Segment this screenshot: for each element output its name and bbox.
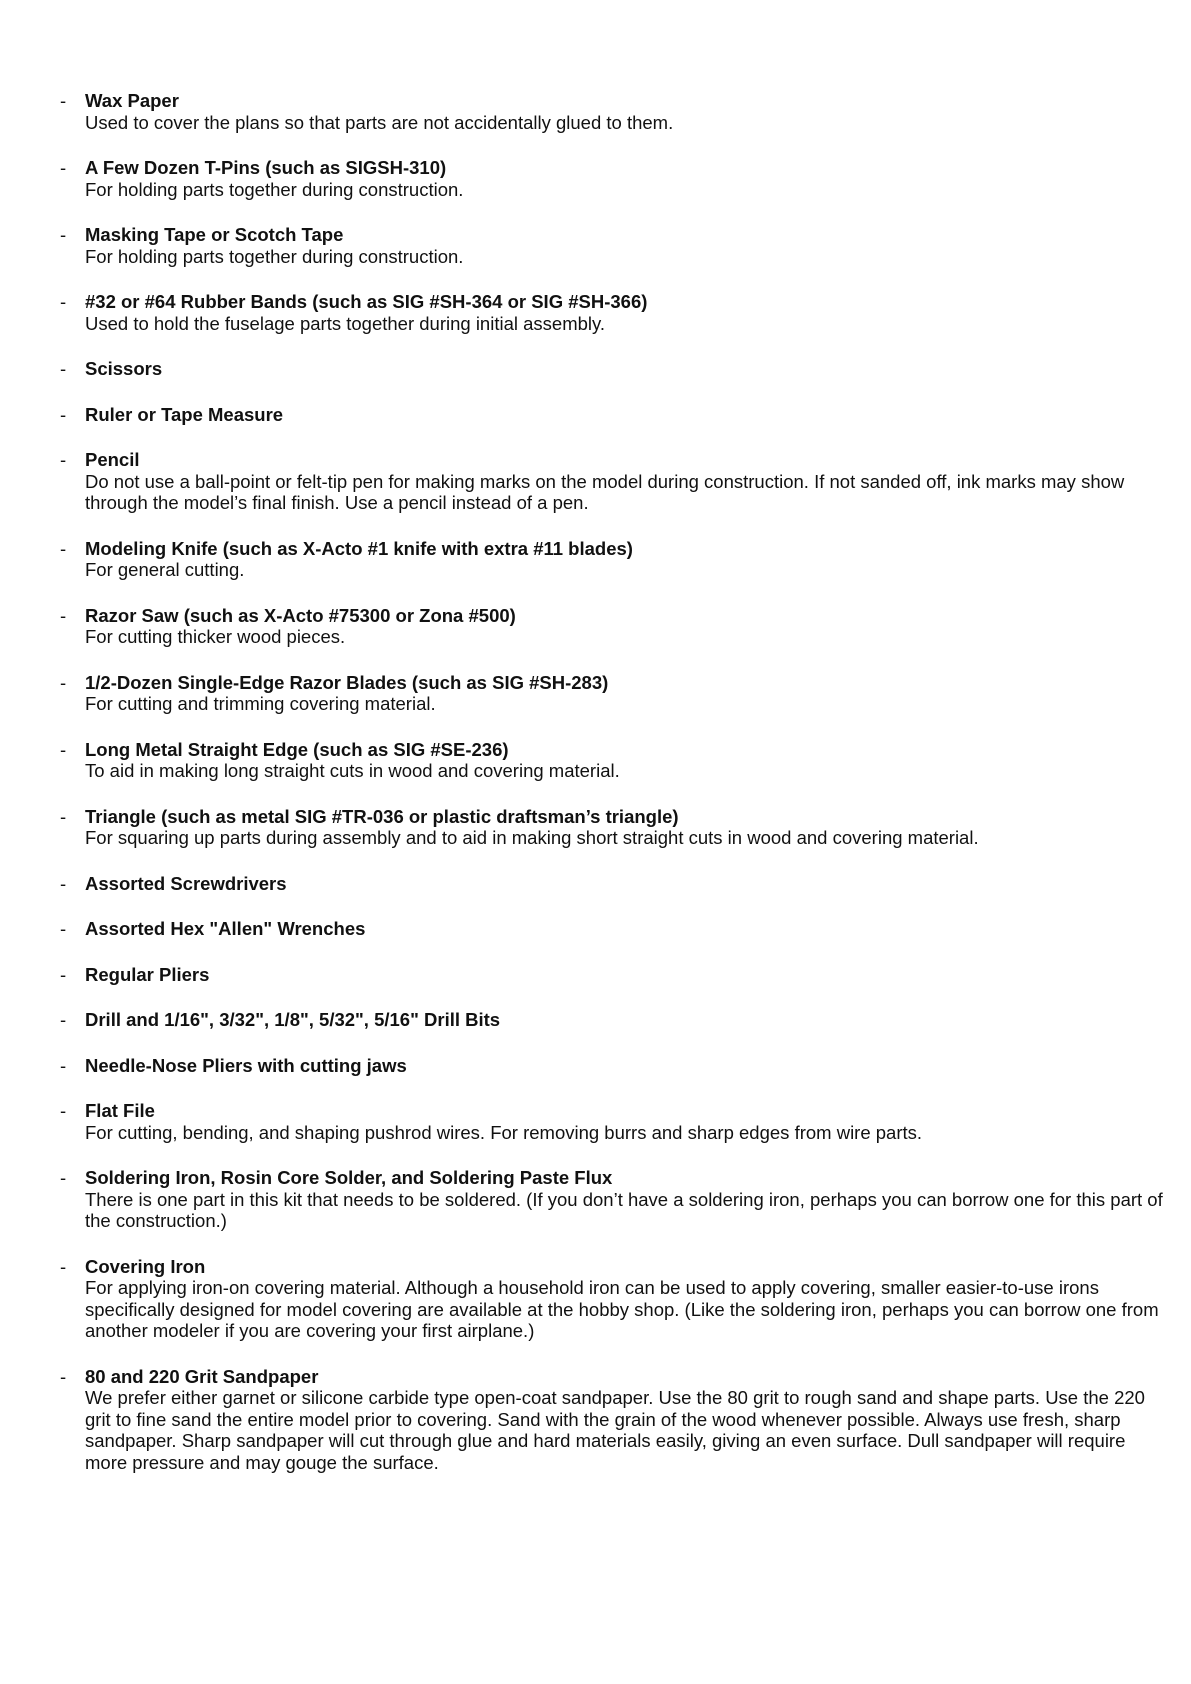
item-title: Triangle (such as metal SIG #TR-036 or plastic draftsman’s triangle) [85, 805, 679, 827]
item-title: Flat File [85, 1100, 155, 1121]
list-bullet: - [60, 449, 67, 470]
list-item [60, 672, 1168, 715]
list-item [60, 224, 1168, 267]
list-bullet: - [60, 291, 67, 312]
list-item [60, 918, 1168, 940]
list-bullet: - [60, 872, 67, 894]
list-item [60, 1256, 1168, 1342]
item-description: For general cutting. [85, 559, 245, 580]
list-item [60, 404, 1168, 426]
item-title: #32 or #64 Rubber Bands (such as SIG #SH-364 or SIG #SH-366) [85, 291, 648, 312]
item-title: Drill and 1/16", 3/32", 1/8", 5/32", 5/16" Drill Bits [85, 1009, 501, 1030]
list-item [60, 806, 1168, 849]
list-bullet: - [60, 604, 67, 626]
list-item [60, 1009, 1168, 1031]
item-title: Soldering Iron, Rosin Core Solder, and Soldering Paste Flux [85, 1167, 613, 1188]
list-bullet: - [60, 358, 67, 379]
tool-list [60, 90, 1168, 1497]
item-title: Pencil [85, 449, 140, 470]
list-bullet: - [60, 1255, 67, 1277]
list-item [60, 358, 1168, 380]
list-bullet: - [60, 1100, 67, 1121]
item-description: Used to hold the fuselage parts together during initial assembly. [85, 312, 606, 334]
item-description: We prefer either garnet or silicone carbide type open-coat sandpaper. Use the 80 grit to rough sand and shape parts. Use the 220 grit to fine sand the entire model prior to covering. Sand with the grain of the wood whenever possible. Always use fresh, sharp sandpaper. Sharp sandpaper will cut through glue and hard materials easily, giving an even surface. Dull sandpaper will require more pressure and may gouge the surface. [85, 1387, 1145, 1473]
item-title: Ruler or Tape Measure [85, 403, 284, 425]
list-bullet: - [60, 157, 67, 178]
item-title: Long Metal Straight Edge (such as SIG #SE-236) [85, 738, 509, 760]
item-description: There is one part in this kit that needs to be soldered. (If you don’t have a soldering iron, perhaps you can borrow one for this part of the construction.) [85, 1188, 1163, 1231]
list-bullet: - [60, 537, 67, 559]
list-bullet: - [60, 224, 67, 245]
item-description: For cutting thicker wood pieces. [85, 626, 346, 647]
item-title: Needle-Nose Pliers with cutting jaws [85, 1054, 407, 1076]
item-title: Scissors [85, 358, 163, 379]
list-item [60, 1055, 1168, 1077]
item-description: For cutting, bending, and shaping pushrod wires. For removing burrs and sharp edges from wire parts. [85, 1121, 923, 1143]
list-item [60, 1167, 1168, 1232]
item-description: For cutting and trimming covering material. [85, 693, 436, 714]
item-description: For holding parts together during construction. [85, 178, 464, 200]
list-bullet: - [60, 1054, 67, 1076]
list-item [60, 90, 1168, 133]
item-title: Razor Saw (such as X-Acto #75300 or Zona #500) [85, 604, 516, 626]
list-item [60, 964, 1168, 986]
item-title: Assorted Screwdrivers [85, 872, 287, 894]
list-bullet: - [60, 738, 67, 760]
item-title: Assorted Hex "Allen" Wrenches [85, 918, 366, 939]
item-title: Modeling Knife (such as X-Acto #1 knife with extra #11 blades) [85, 537, 633, 559]
list-item [60, 157, 1168, 200]
item-description: For holding parts together during construction. [85, 245, 464, 267]
list-item [60, 605, 1168, 648]
list-bullet: - [60, 1365, 67, 1387]
list-item [60, 538, 1168, 581]
item-title: 1/2-Dozen Single-Edge Razor Blades (such as SIG #SH-283) [85, 671, 609, 693]
list-item [60, 873, 1168, 895]
list-bullet: - [60, 671, 67, 693]
list-bullet: - [60, 918, 67, 939]
list-bullet: - [60, 403, 67, 425]
list-bullet: - [60, 1009, 67, 1030]
list-item [60, 449, 1168, 514]
list-bullet: - [60, 805, 67, 827]
list-item [60, 1366, 1168, 1474]
list-bullet: - [60, 1167, 67, 1188]
list-bullet: - [60, 90, 67, 111]
item-title: 80 and 220 Grit Sandpaper [85, 1365, 319, 1387]
item-description: Used to cover the plans so that parts are not accidentally glued to them. [85, 111, 674, 133]
list-bullet: - [60, 963, 67, 985]
item-description: For squaring up parts during assembly and to aid in making short straight cuts in wood and covering material. [85, 827, 979, 848]
item-title: Regular Pliers [85, 963, 210, 985]
item-description: To aid in making long straight cuts in wood and covering material. [85, 760, 620, 781]
list-item [60, 291, 1168, 334]
item-title: Wax Paper [85, 90, 179, 111]
list-item [60, 739, 1168, 782]
item-title: Covering Iron [85, 1255, 206, 1277]
list-item [60, 1100, 1168, 1143]
item-title: A Few Dozen T-Pins (such as SIGSH-310) [85, 157, 447, 178]
item-title: Masking Tape or Scotch Tape [85, 224, 344, 245]
item-description: Do not use a ball-point or felt-tip pen for making marks on the model during construction. If not sanded off, ink marks may show through the model’s final finish. Use a pencil instead of a pen. [85, 470, 1125, 513]
item-description: For applying iron-on covering material. Although a household iron can be used to apply covering, smaller easier-to-use irons specifically designed for model covering are available at the hobby shop. (Like the soldering iron, perhaps you can borrow one from another modeler if you are covering your first airplane.) [85, 1277, 1159, 1341]
